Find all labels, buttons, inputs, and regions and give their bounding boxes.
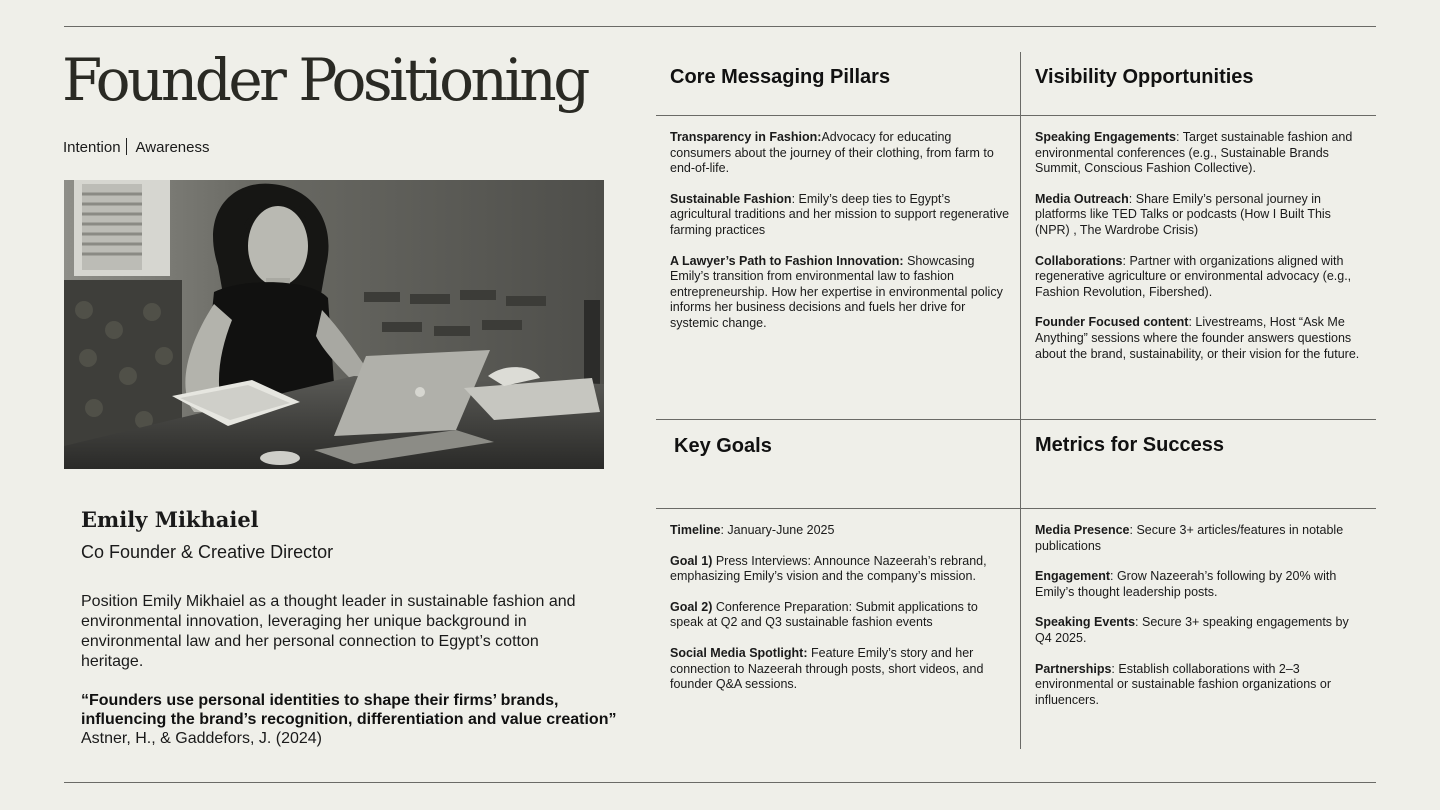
- visibility-title: Visibility Opportunities: [1035, 66, 1254, 88]
- list-item: Speaking Engagements: Target sustainable fashion and environmental conferences (e.g., Sustainable Brands Summit, Conscious Fashion Collective).: [1035, 130, 1353, 176]
- visibility-list: [1035, 130, 1365, 377]
- list-item: Engagement: Grow Nazeerah’s following by 20% with Emily’s thought leadership posts.: [1035, 569, 1337, 599]
- list-item: Sustainable Fashion: Emily’s deep ties to Egypt’s agricultural traditions and her mission to support regenerative farming practices: [670, 191, 1010, 237]
- grid-row-rule-2: [656, 419, 1376, 420]
- key-goals-list: [670, 523, 1010, 708]
- list-item: Speaking Events: Secure 3+ speaking engagements by Q4 2025.: [1035, 615, 1349, 645]
- list-item: Media Outreach: Share Emily’s personal journey in platforms like TED Talks or podcasts (How I Built This (NPR) , The Wardrobe Crisis): [1035, 191, 1331, 237]
- bottom-rule: [64, 782, 1376, 783]
- core-pillars-list: [670, 130, 1010, 347]
- founder-photo-illustration: [64, 180, 604, 469]
- metrics-list: [1035, 523, 1365, 723]
- top-rule: [64, 26, 1376, 27]
- list-item: Partnerships: Establish collaborations with 2–3 environmental or sustainable fashion organizations or influencers.: [1035, 661, 1332, 707]
- list-item: Transparency in Fashion:Advocacy for educating consumers about the journey of their clothing, from farm to end-of-life.: [670, 130, 994, 176]
- grid-row-rule-1: [656, 115, 1376, 116]
- metrics-title: Metrics for Success: [1035, 434, 1224, 456]
- grid-row-rule-3: [656, 508, 1376, 509]
- list-item: A Lawyer’s Path to Fashion Innovation: Showcasing Emily’s transition from environmental law to fashion entrepreneurship. How her expertise in environmental policy informs her business decisions and fuels her drive for systemic change.: [670, 253, 1003, 330]
- grid-vertical-divider: [1020, 52, 1021, 749]
- list-item: Social Media Spotlight: Feature Emily’s story and her connection to Nazeerah through posts, short videos, and founder Q&A sessions.: [670, 645, 984, 692]
- founder-quote: “Founders use personal identities to shape their firms’ brands, influencing the brand’s recognition, differentiation and value creation”: [81, 692, 617, 728]
- key-goals-title: Key Goals: [674, 435, 772, 457]
- page-title: Founder Positioning: [62, 46, 587, 114]
- founder-role: Co Founder & Creative Director: [81, 542, 334, 562]
- tag-intention: Intention: [63, 139, 121, 156]
- quote-citation: Astner, H., & Gaddefors, J. (2024): [81, 730, 322, 747]
- tag-separator: [126, 138, 127, 155]
- list-item: Goal 2) Conference Preparation: Submit applications to speak at Q2 and Q3 sustainable fashion events: [670, 599, 978, 630]
- list-item: Founder Focused content: Livestreams, Host “Ask Me Anything” sessions where the founder answers questions about the brand, sustainability, or their vision for the future.: [1035, 315, 1360, 361]
- tag-awareness: Awareness: [135, 139, 210, 156]
- founder-name: Emily Mikhaiel: [81, 507, 259, 532]
- list-item: Goal 1) Press Interviews: Announce Nazeerah’s rebrand, emphasizing Emily’s vision and the company’s mission.: [670, 553, 987, 584]
- list-item: Media Presence: Secure 3+ articles/features in notable publications: [1035, 523, 1344, 553]
- core-pillars-title: Core Messaging Pillars: [670, 66, 891, 88]
- list-item: Collaborations: Partner with organizations aligned with regenerative agriculture or environmental advocacy (e.g., Fashion Revolution, Fibershed).: [1035, 253, 1352, 299]
- positioning-statement: Position Emily Mikhaiel as a thought leader in sustainable fashion and environmental innovation, leveraging her unique background in environmental law and her personal connection to Egypt’s cotton heritage.: [81, 593, 576, 670]
- list-item: Timeline: January-June 2025: [670, 523, 835, 537]
- founder-photo: [64, 180, 604, 469]
- tag-row: [63, 138, 209, 156]
